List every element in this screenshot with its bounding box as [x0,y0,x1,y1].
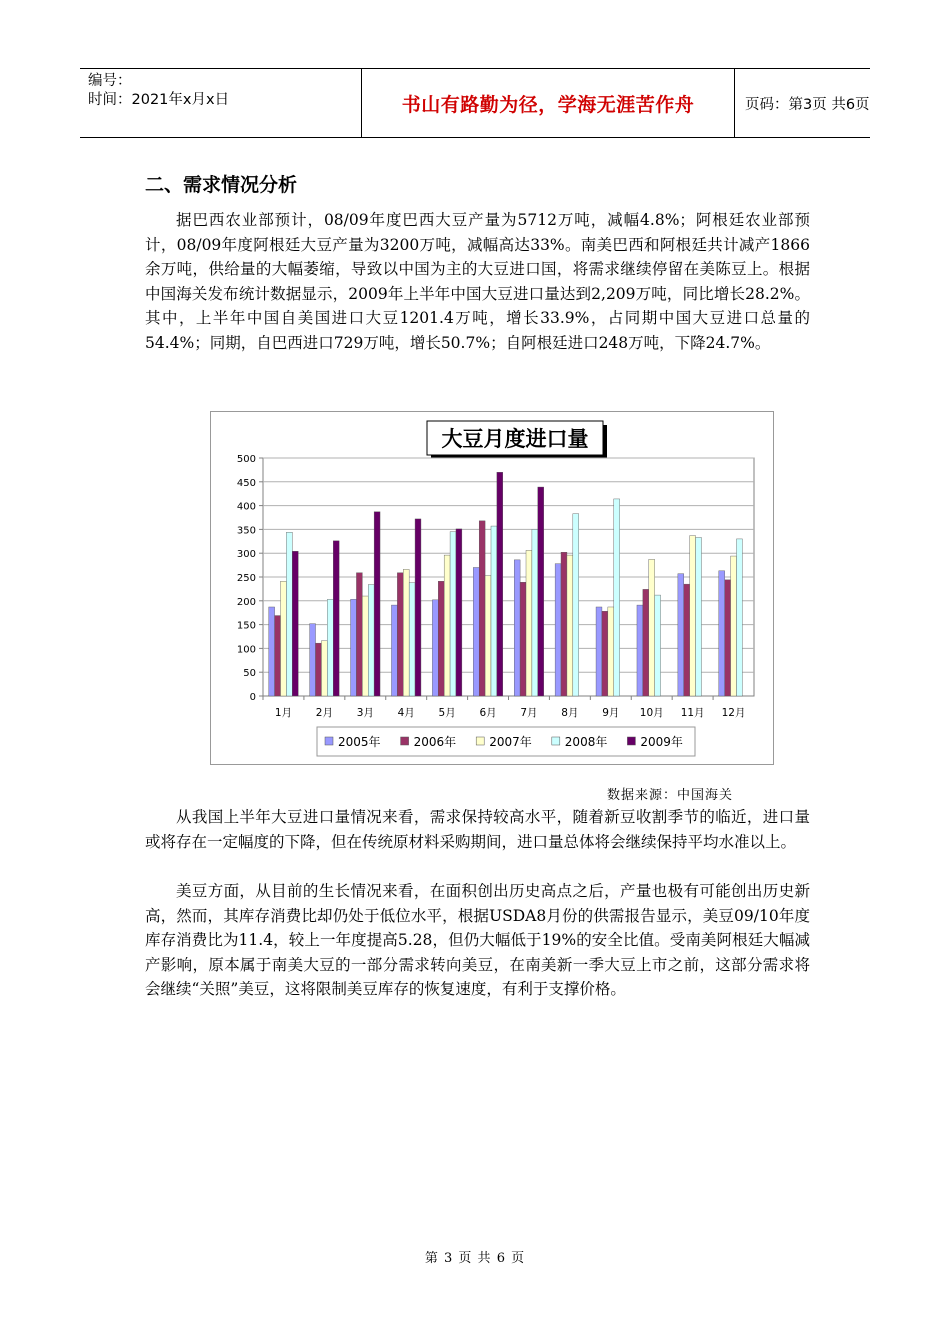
bar [637,605,643,696]
y-tick-label: 450 [236,477,256,489]
y-tick-label: 200 [236,596,256,608]
x-tick-label: 1月 [274,707,293,719]
section-title: 二、需求情况分析 [145,174,298,196]
legend-label: 2005年 [338,735,381,749]
bar [368,585,374,696]
bar [678,574,684,696]
bar [573,514,579,696]
bar [286,532,292,696]
x-tick-label: 12月 [721,707,746,719]
bar [356,573,362,696]
header-meta [80,69,280,137]
bar [310,624,316,696]
bar [333,541,339,696]
bar [736,539,742,696]
legend-label: 2006年 [413,735,457,749]
bar [561,552,567,696]
bar [269,607,275,696]
bar [321,641,327,696]
legend-label: 2007年 [489,735,532,749]
bar [538,487,544,696]
x-tick-label: 7月 [520,707,538,719]
bar [485,576,491,696]
bar [520,582,526,696]
x-tick-label: 4月 [397,707,415,719]
bar [444,555,450,696]
x-tick-label: 8月 [561,707,579,719]
y-tick-label: 250 [236,573,256,584]
bar [555,564,561,696]
legend-label: 2008年 [564,735,608,749]
x-tick-label: 3月 [356,707,374,719]
bar [362,596,368,696]
y-tick-label: 350 [236,525,256,537]
bar [690,536,696,696]
legend-swatch [552,737,560,745]
bar [374,512,380,696]
bar [725,580,731,696]
bar [327,599,333,696]
bar [614,499,620,696]
chart-title: 大豆月度进口量 [441,427,589,451]
header-date: 时间：2021年x月x日 [88,92,230,108]
legend-swatch [401,737,409,745]
paragraph-demand: 从我国上半年大豆进口量情况来看，需求保持较高水平，随着新豆收割季节的临近，进口量或将存在一定幅度的下降，但在传统原材料采购期间，进口量总体将会继续保持平均水准以上。 [145,808,810,851]
legend-swatch [627,737,635,745]
bar [397,573,403,696]
bar [432,600,438,696]
legend-label: 2009年 [640,735,683,749]
page-header [80,68,870,138]
x-tick-label: 6月 [479,707,497,719]
x-tick-label: 9月 [602,707,620,719]
header-page-info: 页码：第3页 共6页 [745,96,870,113]
bar [684,584,690,696]
y-tick-label: 0 [249,692,256,703]
page-footer: 第 3 页 共 6 页 [424,1251,526,1266]
bar [602,611,608,696]
bar [526,550,532,696]
bar [532,529,538,696]
bar [450,532,456,696]
bar [649,559,655,696]
bar [415,519,421,696]
x-tick-label: 5月 [438,707,456,719]
bar [731,556,737,696]
bar [596,607,602,696]
chart-canvas [211,412,773,764]
source-note: 数据来源：中国海关 [607,788,734,803]
y-tick-label: 150 [236,620,256,632]
bar [608,607,614,696]
bar [456,529,462,696]
bar [567,555,573,696]
bar [391,605,397,696]
bar [473,567,479,696]
x-tick-label: 2月 [315,707,333,719]
bar [655,595,661,696]
bar [479,521,485,696]
x-tick-label: 11月 [680,707,705,719]
legend-swatch [476,737,484,745]
bar [275,616,281,696]
bar [409,583,415,696]
y-tick-label: 500 [236,454,256,465]
bar [696,537,702,696]
bar [491,526,497,696]
header-motto: 书山有路勤为径，学海无涯苦作舟 [361,69,735,137]
bar [292,551,298,696]
y-tick-label: 300 [236,549,256,561]
x-tick-label: 10月 [639,707,664,719]
bar [403,569,409,696]
y-tick-label: 100 [236,644,256,656]
legend-swatch [325,737,333,745]
paragraph-us-soybean: 美豆方面，从目前的生长情况来看，在面积创出历史高点之后，产量也极有可能创出历史新高，然而，其库存消费比却仍处于低位水平，根据USDA8月份的供需报告显示，美豆09/10年度库存消费比为11.4，较上一年度提高5.28，但仍大幅低于19%的安全比值。受南美阿根廷大幅减产影响，原本属于南美大豆的一部分需求转向美豆，在南美新一季大豆上市之前，这部分需求将会继续“关照”美豆，这将限制美豆库存的恢复速度，有利于支撑价格。 [145,882,810,998]
bar [316,643,322,696]
y-tick-label: 50 [243,668,256,680]
soybean-import-chart [210,411,774,765]
bar [719,571,725,696]
bar [438,581,444,696]
bar [281,581,287,696]
header-number: 编号： [88,73,132,89]
bar [514,560,520,696]
paragraph-supply: 据巴西农业部预计，08/09年度巴西大豆产量为5712万吨，减幅4.8%；阿根廷农业部预计，08/09年度阿根廷大豆产量为3200万吨，减幅高达33%。南美巴西和阿根廷共计减产1866余万吨，供给量的大幅萎缩，导致以中国为主的大豆进口国，将需求继续停留在美陈豆上。根据中国海关发布统计数据显示，2009年上半年中国大豆进口量达到2,209万吨，同比增长28.2%。其中，上半年中国自美国进口大豆1201.4万吨，增长33.9%，占同期中国大豆进口总量的54.4%；同期，自巴西进口729万吨，增长50.7%；自阿根廷进口248万吨，下降24.7%。 [145,211,810,352]
bar [351,599,357,696]
y-tick-label: 400 [236,501,256,513]
bar [643,589,649,696]
bar [497,472,503,696]
